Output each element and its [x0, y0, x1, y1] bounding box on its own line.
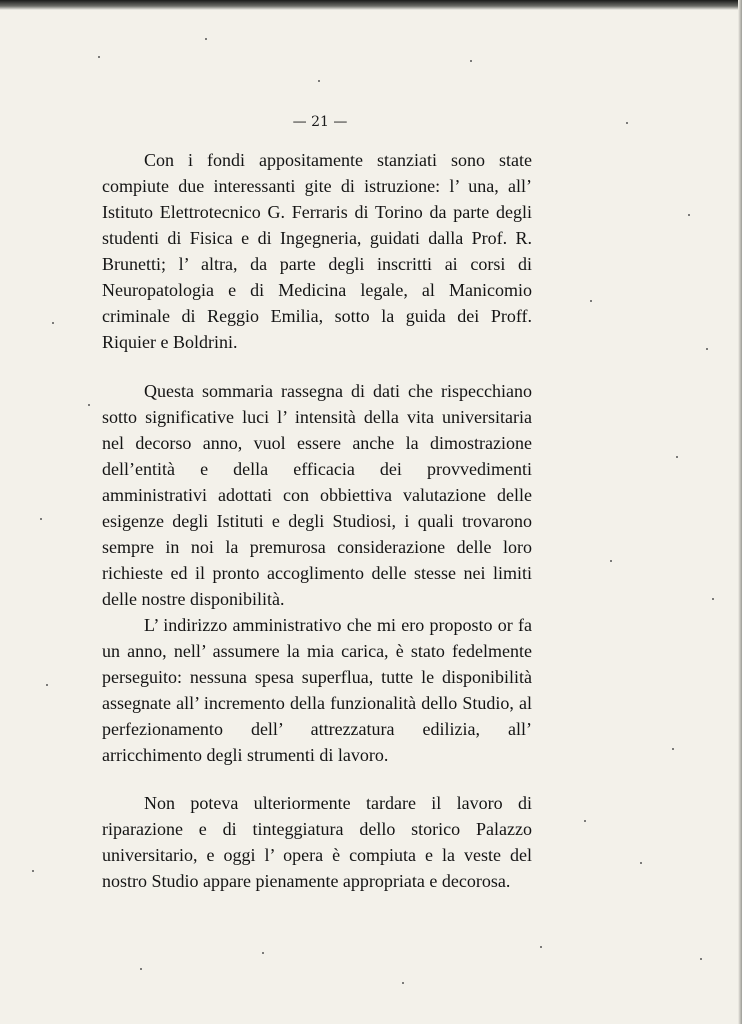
dust-speck — [626, 122, 628, 124]
paragraph-summary: Questa sommaria rassegna di dati che rispecchiano sotto significative luci l’ intensità della vita universitaria nel decorso anno, vuol essere anche la dimostrazione dell’entità e della efficacia dei provvedimenti amministrativi adottati con obbiettiva valutazione delle esigenze degli Istituti e degli Studiosi, i quali trovarono sempre in noi la premurosa considerazione delle loro richieste ed il pronto accoglimento delle stesse nei limiti delle nostre disponibilità. — [102, 381, 532, 609]
dust-speck — [590, 300, 592, 302]
dust-speck — [402, 982, 404, 984]
dust-speck — [52, 322, 54, 324]
page-number: — 21 — — [292, 114, 348, 130]
dust-speck — [205, 38, 207, 40]
dust-speck — [700, 958, 702, 960]
paragraph-palazzo-restoration: Non poteva ulteriormente tardare il lavoro di riparazione e di tinteggiatura dello storico Palazzo universitario, e oggi l’ opera è compiuta e la veste del nostro Studio appare pienamente appropriata e decorosa. — [102, 793, 532, 891]
dust-speck — [318, 80, 320, 82]
dust-speck — [672, 748, 674, 750]
dust-speck — [46, 684, 48, 686]
dust-speck — [640, 862, 642, 864]
dust-speck — [584, 820, 586, 822]
dust-speck — [688, 214, 690, 216]
dust-speck — [712, 598, 714, 600]
dust-speck — [98, 56, 100, 58]
dust-speck — [40, 518, 42, 520]
dust-speck — [32, 870, 34, 872]
scan-edge-right — [738, 0, 742, 1024]
dust-speck — [540, 946, 542, 948]
paragraph-administrative-direction: L’ indirizzo amministrativo che mi ero proposto or fa un anno, nell’ assumere la mia carica, è stato fedelmente perseguito: nessuna spesa superflua, tutte le disponibilità assegnate all’ incremento della funzionalità dello Studio, al perfezionamento dell’ attrezzatura edilizia, all’ arricchimento degli strumenti di lavoro. — [102, 615, 532, 765]
dust-speck — [262, 952, 264, 954]
dust-speck — [706, 348, 708, 350]
dust-speck — [470, 60, 472, 62]
dust-speck — [610, 560, 612, 562]
scan-edge-top — [0, 0, 742, 10]
dust-speck — [676, 456, 678, 458]
dust-speck — [88, 404, 90, 406]
dust-speck — [140, 968, 142, 970]
paragraph-field-trips: Con i fondi appositamente stanziati sono state compiute due interessanti gite di istruzione: l’ una, all’ Istituto Elettrotecnico G. Ferraris di Torino da parte degli studenti di Fisica e di Ingegneria, guidati dalla Prof. R. Brunetti; l’ altra, da parte degli inscritti ai corsi di Neuropatologia e di Medicina legale, al Manicomio criminale di Reggio Emilia, sotto la guida dei Proff. Riquier e Boldrini. — [102, 150, 532, 352]
